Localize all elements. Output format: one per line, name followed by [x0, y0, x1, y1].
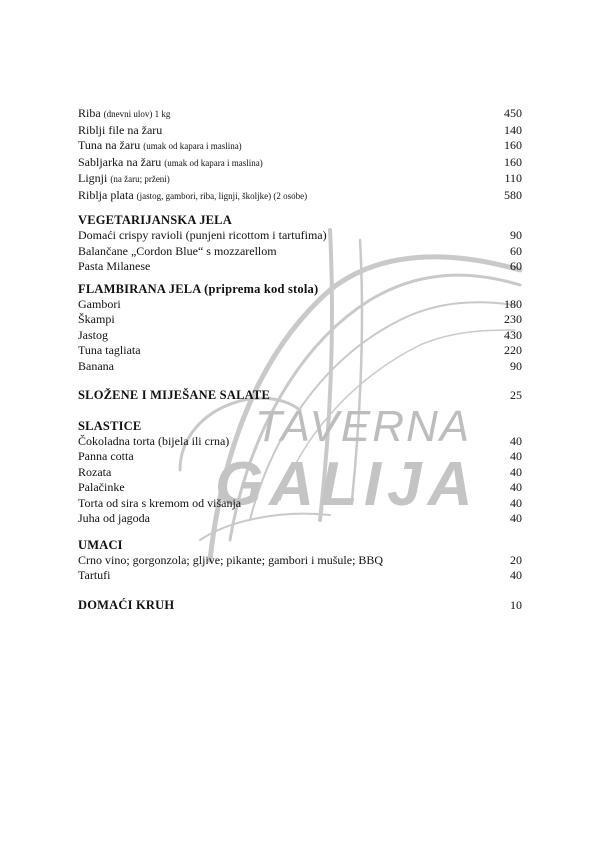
menu-item: Tartufi 40 [78, 568, 522, 582]
price: 60 [510, 243, 522, 258]
menu-item: Riblji file na žaru 140 [78, 122, 522, 137]
menu-item: Panna cotta 40 [78, 449, 522, 463]
price: 90 [510, 228, 522, 242]
menu-item: Torta od sira s kremom od višanja 40 [78, 495, 522, 510]
menu-item: Riba (dnevni ulov) 1 kg 450 [78, 106, 522, 120]
price: 40 [510, 568, 522, 582]
price: 90 [510, 358, 522, 373]
section-title: FLAMBIRANA JELA (priprema kod stola) [78, 281, 319, 296]
price: 60 [510, 259, 522, 273]
section-title: SLOŽENE I MIJEŠANE SALATE [78, 388, 270, 402]
section-title: SLASTICE [78, 418, 142, 433]
price: 40 [510, 480, 522, 494]
price: 180 [504, 296, 522, 311]
menu-item: Čokoladna torta (bijela ili crna) 40 [78, 433, 522, 448]
price: 160 [504, 154, 522, 169]
section-title: UMACI [78, 537, 123, 552]
fish-section [78, 106, 522, 204]
menu-item: Tuna tagliata 220 [78, 343, 522, 357]
price: 580 [504, 187, 522, 202]
menu-item: Riblja plata (jastog, gambori, riba, lignji, školjke) (2 osobe) 580 [78, 187, 522, 202]
price: 20 [510, 552, 522, 567]
price: 140 [504, 122, 522, 137]
menu-item: Pasta Milanese 60 [78, 259, 522, 273]
menu-item: Sabljarka na žaru (umak od kapara i maslina) 160 [78, 154, 522, 169]
price: 10 [510, 597, 522, 612]
vegetarian-section [78, 212, 522, 275]
menu-list [78, 106, 522, 613]
menu-item: Škampi 230 [78, 312, 522, 326]
menu-item: Crno vino; gorgonzola; gljive; pikante; gambori i mušule; BBQ 20 [78, 552, 522, 567]
menu-item: Rozata 40 [78, 464, 522, 479]
menu-item: Palačinke 40 [78, 480, 522, 494]
menu-item: Jastog 430 [78, 327, 522, 342]
flambe-section [78, 281, 522, 375]
bread-section [78, 598, 522, 614]
menu-item: Domaći crispy ravioli (punjeni ricottom i tartufima) 90 [78, 228, 522, 242]
price: 450 [504, 106, 522, 120]
watermark-line1: TAVERNA [255, 402, 472, 451]
price: 220 [504, 343, 522, 357]
sauces-section [78, 537, 522, 584]
menu-item [78, 388, 522, 404]
salads-section [78, 388, 522, 404]
menu-item: Lignji (na žaru; prženi) 110 [78, 171, 522, 185]
menu-item [78, 598, 522, 614]
menu-item: Tuna na žaru (umak od kapara i maslina) 160 [78, 138, 522, 152]
price: 430 [504, 327, 522, 342]
price: 40 [510, 464, 522, 479]
price: 40 [510, 449, 522, 463]
desserts-section [78, 418, 522, 527]
menu-item: Balančane „Cordon Blue“ s mozzarellom 60 [78, 243, 522, 258]
price: 160 [504, 138, 522, 152]
price: 25 [510, 388, 522, 402]
menu-item: Juha od jagoda 40 [78, 511, 522, 525]
section-title: VEGETARIJANSKA JELA [78, 213, 232, 227]
price: 40 [510, 511, 522, 525]
price: 110 [504, 171, 522, 185]
price: 230 [504, 312, 522, 326]
price: 40 [510, 495, 522, 510]
price: 40 [510, 433, 522, 448]
menu-item: Banana 90 [78, 358, 522, 373]
section-title: DOMAĆI KRUH [78, 597, 175, 612]
menu-item: Gambori 180 [78, 296, 522, 311]
watermark-line2: GALIJA [215, 450, 479, 519]
